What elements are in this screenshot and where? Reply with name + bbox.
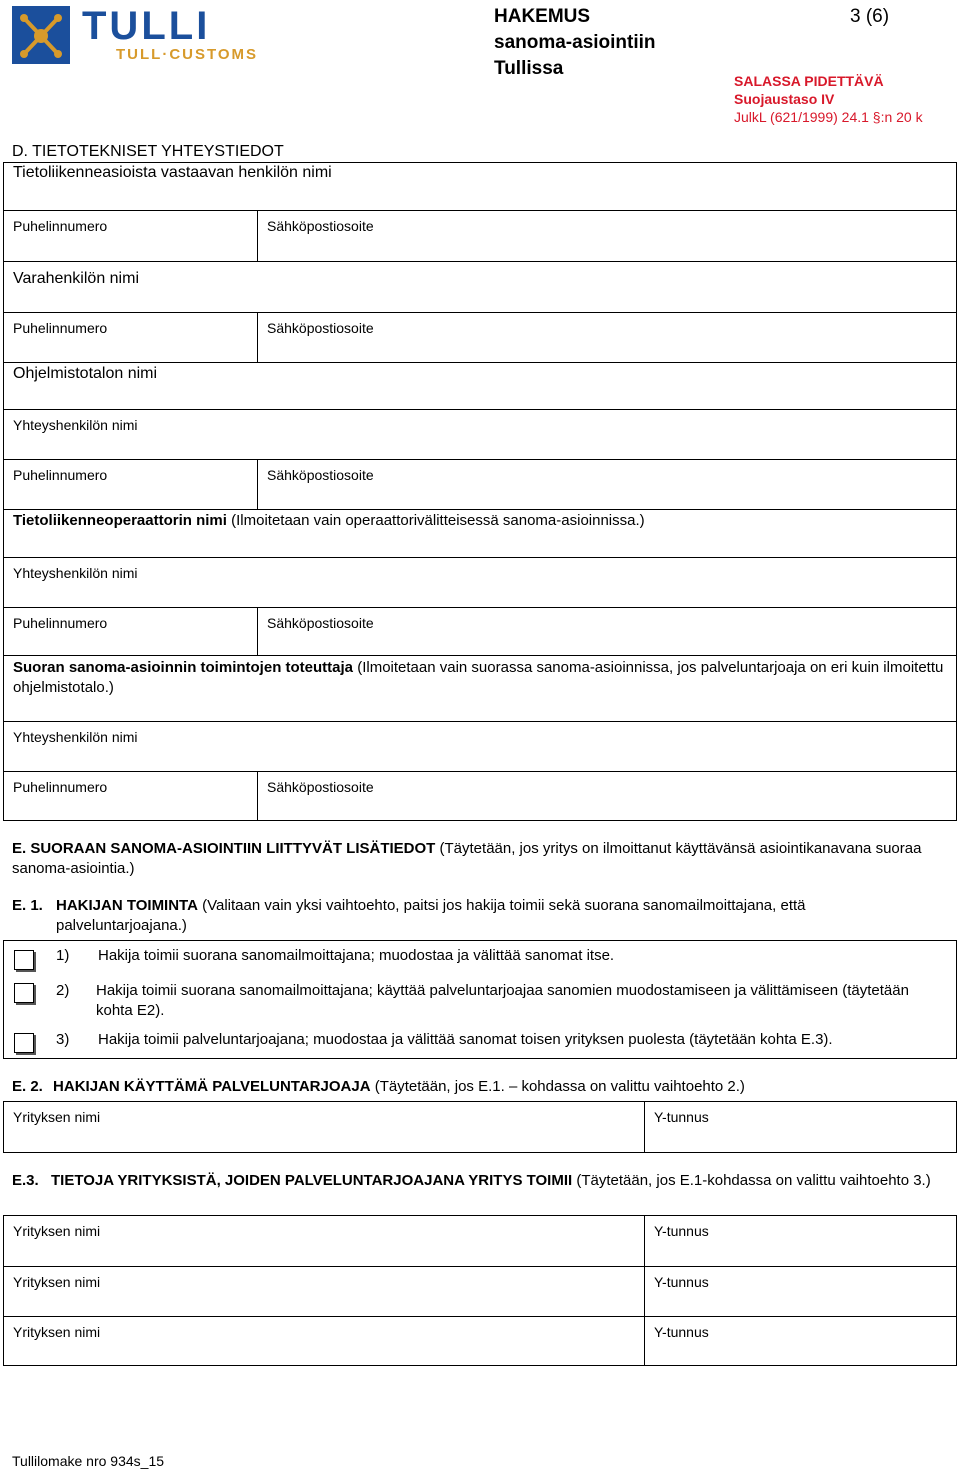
- direct-phone-field[interactable]: Puhelinnumero: [13, 779, 108, 795]
- section-e-title: E. SUORAAN SANOMA-ASIOINTIIN LIITTYVÄT LISÄTIEDOT (Täytetään, jos yritys on ilmoittanut käyttävänsä asiointikanavana suoraa sanoma-asiointia.): [12, 840, 922, 877]
- section-e2-title: E. 2. HAKIJAN KÄYTTÄMÄ PALVELUNTARJOAJA (Täytetään, jos E.1. – kohdassa on valittu vaihtoehto 2.): [12, 1078, 745, 1095]
- operator-contact-field[interactable]: Yhteyshenkilön nimi: [4, 557, 956, 607]
- logo-subtext: TULL·CUSTOMS: [116, 46, 259, 63]
- option-2: 2) Hakija toimii suorana sanomailmoittajana; käyttää palveluntarjoajaa sanomien muodostamiseen ja välittämiseen (täytetään kohta E2).: [14, 981, 946, 1023]
- direct-email-field[interactable]: Sähköpostiosoite: [257, 772, 956, 820]
- option-3: 3) Hakija toimii palveluntarjoajana; muodostaa ja välittää sanomat toisen yrityksen puolesta (täytetään kohta E.3).: [14, 1030, 946, 1052]
- option-1-checkbox[interactable]: [14, 950, 34, 970]
- customs-logo: [12, 4, 302, 68]
- direct-contact-field[interactable]: Yhteyshenkilön nimi: [4, 721, 956, 771]
- e3-company-name-field-1[interactable]: Yrityksen nimi: [13, 1223, 101, 1239]
- e2-company-name-field[interactable]: Yrityksen nimi: [13, 1109, 101, 1125]
- page-number: 3 (6): [850, 6, 890, 27]
- deputy-name-field[interactable]: Varahenkilön nimi: [4, 261, 956, 312]
- e3-table: [3, 1215, 957, 1366]
- deputy-phone-field[interactable]: Puhelinnumero: [13, 320, 108, 336]
- option-1: 1) Hakija toimii suorana sanomailmoittajana; muodostaa ja välittää sanomat itse.: [14, 946, 946, 968]
- option-2-checkbox[interactable]: [14, 983, 34, 1003]
- operator-phone-field[interactable]: Puhelinnumero: [13, 615, 108, 631]
- section-d-table: [3, 162, 957, 821]
- e3-business-id-field-2[interactable]: Y-tunnus: [644, 1267, 956, 1316]
- section-e1-title: E. 1. HAKIJAN TOIMINTA (Valitaan vain yksi vaihtoehto, paitsi jos hakija toimii sekä suorana sanomailmoittajana, että palveluntarjoajana.): [12, 897, 806, 934]
- e3-company-name-field-3[interactable]: Yrityksen nimi: [13, 1324, 101, 1340]
- e3-business-id-field-3[interactable]: Y-tunnus: [644, 1317, 956, 1365]
- it-person-field[interactable]: Tietoliikenneasioista vastaavan henkilön nimi: [13, 164, 332, 181]
- e1-options-box: [3, 940, 957, 1059]
- logo-wordmark: TULLI: [82, 4, 211, 48]
- section-d-title: D. TIETOTEKNISET YHTEYSTIEDOT: [12, 143, 284, 160]
- section-e3-title: E.3. TIETOJA YRITYKSISTÄ, JOIDEN PALVELUNTARJOAJANA YRITYS TOIMII (Täytetään, jos E.1-kohdassa on valittu vaihtoehto 3.): [12, 1172, 931, 1189]
- software-house-field[interactable]: Ohjelmistotalon nimi: [4, 362, 956, 409]
- software-contact-field[interactable]: Yhteyshenkilön nimi: [4, 409, 956, 459]
- email-field[interactable]: Sähköpostiosoite: [257, 211, 956, 261]
- e2-table: [3, 1101, 957, 1153]
- phone-field[interactable]: Puhelinnumero: [13, 218, 108, 234]
- e2-business-id-field[interactable]: Y-tunnus: [644, 1102, 956, 1152]
- software-email-field[interactable]: Sähköpostiosoite: [257, 460, 956, 509]
- direct-implementer-field[interactable]: Suoran sanoma-asioinnin toimintojen toteuttaja (Ilmoitetaan vain suorassa sanoma-asioinnissa, jos palveluntarjoaja on eri kuin ilmoitettu ohjelmistotalo.): [4, 655, 956, 721]
- e3-business-id-field-1[interactable]: Y-tunnus: [644, 1216, 956, 1266]
- operator-field[interactable]: Tietoliikenneoperaattorin nimi (Ilmoitetaan vain operaattorivälitteisessä sanoma-asioinnissa.): [4, 509, 956, 557]
- confidentiality-notice: SALASSA PIDETTÄVÄ Suojaustaso IV JulkL (621/1999) 24.1 §:n 20 k: [734, 73, 923, 125]
- option-3-checkbox[interactable]: [14, 1033, 34, 1053]
- e3-company-name-field-2[interactable]: Yrityksen nimi: [13, 1274, 101, 1290]
- document-title: HAKEMUS sanoma-asiointiin Tullissa: [494, 6, 656, 79]
- software-phone-field[interactable]: Puhelinnumero: [13, 467, 108, 483]
- deputy-email-field[interactable]: Sähköpostiosoite: [257, 313, 956, 362]
- form-number: Tullilomake nro 934s_15: [12, 1453, 165, 1469]
- operator-email-field[interactable]: Sähköpostiosoite: [257, 608, 956, 655]
